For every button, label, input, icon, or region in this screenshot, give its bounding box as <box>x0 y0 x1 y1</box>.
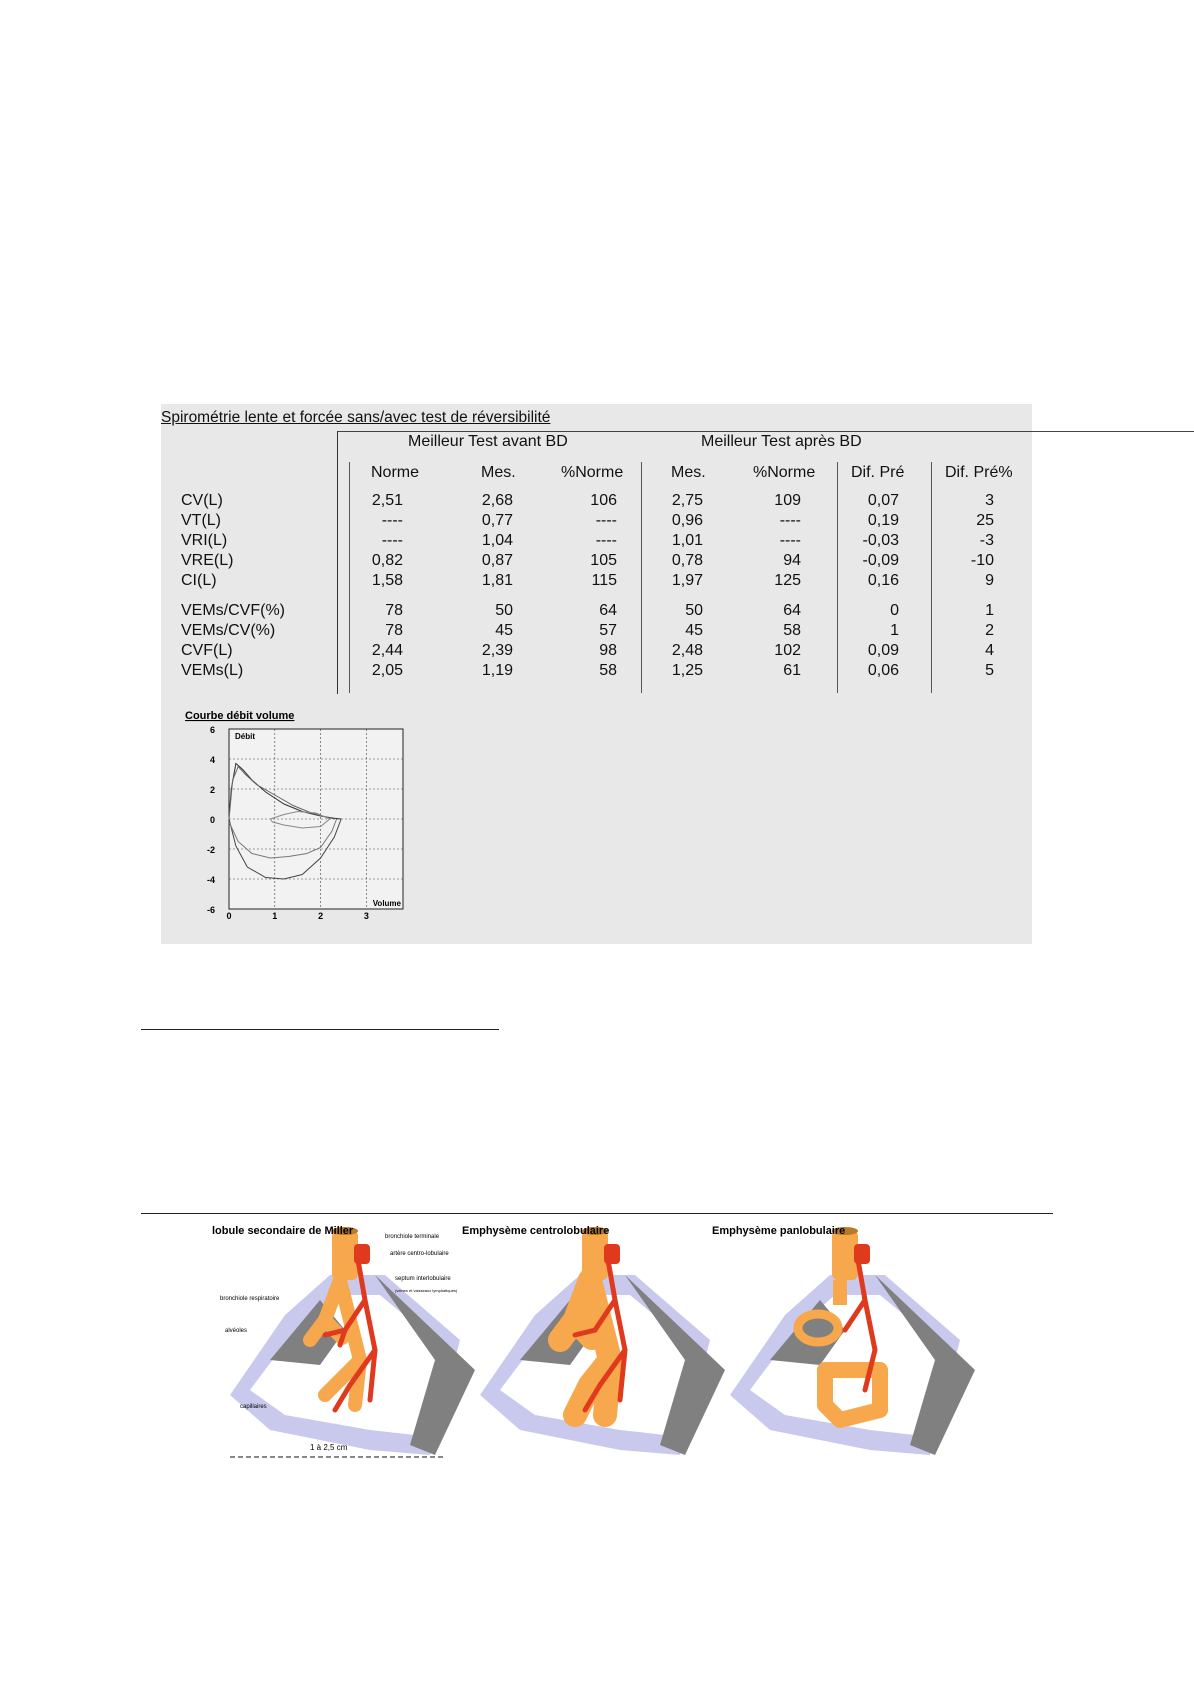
label-septum: septum interlobulaire <box>395 1276 451 1282</box>
table-cell: 0 <box>890 602 899 619</box>
table-cell: 45 <box>495 622 513 639</box>
table-cell: ---- <box>595 532 617 549</box>
table-cell: -0,03 <box>862 532 899 549</box>
footnote-separator <box>141 1029 499 1030</box>
table-cell: 58 <box>599 662 617 679</box>
y-axis-label: Débit <box>235 732 255 741</box>
column-header: Mes. <box>671 464 706 481</box>
table-cell: 0,87 <box>481 552 513 569</box>
row-label: VEMs(L) <box>181 662 244 679</box>
table-cell: 2,48 <box>671 642 703 659</box>
x-tick-label: 3 <box>363 911 369 921</box>
table-cell: ---- <box>595 512 617 529</box>
column-header: Mes. <box>481 464 516 481</box>
horizontal-rule <box>141 1213 1053 1214</box>
y-tick-label: 6 <box>209 725 215 735</box>
table-cell: 2,68 <box>481 492 513 509</box>
x-tick-label: 2 <box>318 911 324 921</box>
table-row <box>161 532 1032 552</box>
column-header: Norme <box>371 464 420 481</box>
table-cell: 64 <box>599 602 617 619</box>
table-row <box>161 642 1032 662</box>
table-cell: 78 <box>385 622 403 639</box>
table-cell: 2,39 <box>481 642 513 659</box>
table-cell: 2,44 <box>371 642 403 659</box>
table-cell: 106 <box>590 492 617 509</box>
table-row <box>161 512 1032 532</box>
table-cell: 0,19 <box>867 512 899 529</box>
table-cell: 1,97 <box>671 572 703 589</box>
table-cell: 64 <box>783 602 801 619</box>
lobule-panel <box>712 1225 975 1455</box>
label-alveoles: alvéoles <box>225 1328 248 1334</box>
label-septum-note: (veines et vaisseaux lymphatiques) <box>395 1288 458 1293</box>
group-after-header: Meilleur Test après BD <box>701 433 862 450</box>
label-bronchiole-resp: bronchiole respiratoire <box>220 1296 280 1302</box>
table-cell: 0,78 <box>671 552 703 569</box>
label-bronchiole-terminale: bronchiole terminale <box>385 1234 440 1240</box>
column-header: %Norme <box>561 464 624 481</box>
table-cell: 1,58 <box>371 572 403 589</box>
panel3-title: Emphysème panlobulaire <box>712 1225 846 1237</box>
table-cell: -3 <box>979 532 994 549</box>
table-cell: 4 <box>985 642 994 659</box>
column-header: Dif. Pré% <box>945 464 1013 481</box>
table-cell: 102 <box>774 642 801 659</box>
table-cell: -0,09 <box>862 552 899 569</box>
table-cell: 1 <box>890 622 899 639</box>
artery-top <box>354 1244 370 1264</box>
table-cell: 94 <box>783 552 801 569</box>
table-cell: ---- <box>381 532 403 549</box>
table-cell: 98 <box>599 642 617 659</box>
table-cell: ---- <box>381 512 403 529</box>
x-tick-label: 0 <box>226 911 232 921</box>
table-cell: 2,75 <box>671 492 703 509</box>
table-cell: 61 <box>783 662 801 679</box>
table-cell: 115 <box>591 572 617 589</box>
table-row <box>161 662 1032 682</box>
table-cell: 0,96 <box>671 512 703 529</box>
table-cell: ---- <box>779 532 801 549</box>
table-cell: 0,06 <box>867 662 899 679</box>
column-header: %Norme <box>753 464 816 481</box>
table-cell: 0,82 <box>371 552 403 569</box>
row-label: VRE(L) <box>181 552 234 569</box>
y-tick-label: 2 <box>209 785 215 795</box>
table-row <box>161 572 1032 592</box>
table-cell: 9 <box>985 572 994 589</box>
y-tick-label: -6 <box>206 905 215 915</box>
table-cell: 2,51 <box>371 492 403 509</box>
chart-title: Courbe débit volume <box>185 710 295 722</box>
panel1-title: lobule secondaire de Miller <box>212 1225 354 1237</box>
table-cell: 78 <box>385 602 403 619</box>
label-scale: 1 à 2,5 cm <box>310 1443 348 1452</box>
table-cell: 1,81 <box>481 572 513 589</box>
scan-title: Spirométrie lente et forcée sans/avec test de réversibilité <box>161 409 551 426</box>
row-label: CVF(L) <box>181 642 233 659</box>
table-cell: 1,25 <box>671 662 703 679</box>
table-cell: 3 <box>985 492 994 509</box>
table-cell: 50 <box>495 602 513 619</box>
table-row <box>161 622 1032 642</box>
table-cell: 0,07 <box>867 492 899 509</box>
table-cell: 58 <box>783 622 801 639</box>
spirometry-scan <box>161 404 1032 944</box>
table-cell: 0,09 <box>867 642 899 659</box>
y-tick-label: 4 <box>209 755 215 765</box>
y-tick-label: -2 <box>206 845 215 855</box>
table-cell: 1,19 <box>481 662 513 679</box>
lobule-panel <box>462 1225 725 1455</box>
label-artere: artère centro-lobulaire <box>390 1251 449 1257</box>
x-axis-label: Volume <box>372 899 401 908</box>
row-label: VRI(L) <box>181 532 228 549</box>
x-tick-label: 1 <box>272 911 278 921</box>
plot-area <box>229 729 403 909</box>
table-cell: 105 <box>590 552 617 569</box>
y-tick-label: 0 <box>209 815 215 825</box>
row-label: CV(L) <box>181 492 223 509</box>
table-cell: 1,01 <box>671 532 703 549</box>
table-cell: 45 <box>685 622 703 639</box>
flow-volume-chart <box>171 709 591 939</box>
table-cell: 0,77 <box>481 512 513 529</box>
table-cell: 50 <box>685 602 703 619</box>
y-tick-label: -4 <box>206 875 215 885</box>
table-cell: 57 <box>599 622 617 639</box>
table-cell: 0,16 <box>867 572 899 589</box>
table-cell: 125 <box>774 572 801 589</box>
table-cell: 109 <box>774 492 801 509</box>
lobule-panel <box>212 1225 475 1457</box>
table-cell: 25 <box>976 512 994 529</box>
table-cell: 5 <box>985 662 994 679</box>
table-cell: -10 <box>970 552 994 569</box>
row-label: VEMs/CV(%) <box>181 622 276 639</box>
column-header: Dif. Pré <box>851 464 905 481</box>
table-cell: 1,04 <box>481 532 513 549</box>
table-row <box>161 602 1032 622</box>
label-capillaires: capillaires <box>240 1404 267 1410</box>
row-label: VT(L) <box>181 512 221 529</box>
row-label: VEMs/CVF(%) <box>181 602 285 619</box>
table-row <box>161 492 1032 512</box>
table-cell: 2,05 <box>371 662 403 679</box>
table-cell: ---- <box>779 512 801 529</box>
table-row <box>161 552 1032 572</box>
lobule-illustration <box>212 1220 990 1470</box>
table-cell: 1 <box>985 602 994 619</box>
row-label: CI(L) <box>181 572 217 589</box>
panel2-title: Emphysème centrolobulaire <box>462 1225 610 1237</box>
table-cell: 2 <box>985 622 994 639</box>
group-before-header: Meilleur Test avant BD <box>408 433 568 450</box>
